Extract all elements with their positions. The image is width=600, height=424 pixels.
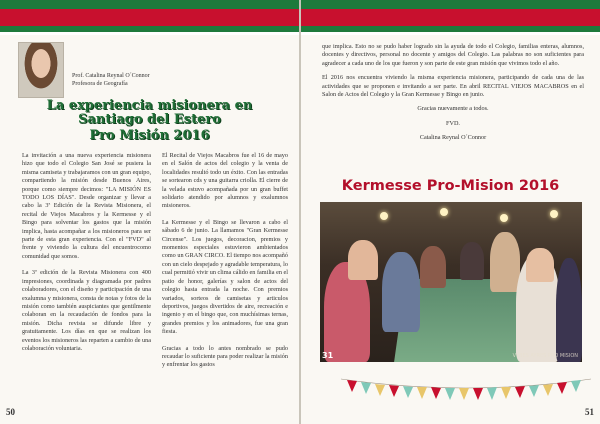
article-title-line2: Santiago del Estero <box>78 112 221 127</box>
right-page <box>301 0 600 424</box>
kermesse-title: Kermesse Pro-Mision 2016 <box>341 178 560 194</box>
photo-person <box>526 248 554 282</box>
kermesse-photo <box>320 202 582 362</box>
right-column <box>322 43 584 149</box>
photo-person <box>490 232 520 292</box>
signature: Catalina Reynal O´Connor <box>419 134 487 142</box>
photo-person <box>556 258 582 362</box>
photo-credit: VYBES AYRES PRO MISION <box>512 353 578 359</box>
photo-person <box>382 252 420 332</box>
light-bulb <box>550 210 558 218</box>
light-bulb <box>380 212 388 220</box>
article-subtitle: Pro Misión 2016 <box>89 128 210 143</box>
top-stripe-white <box>0 32 299 35</box>
paragraph: La 3ª edición de la Revista Misionera con 400 impresiones, coordinada y diagramada por padres colaboradores, con el diseño y participación de una exalumna y misionera, consta de notas y fotos de la misión como también auspiciantes que gentilmente colaboran en la recaudación de fondos para la misión. Dicha revista se difunde libre y gratuitamente. Los días en que se realizan los eventos los misioneros las reparten a cambio de una colaboración voluntaria. <box>22 269 151 352</box>
top-stripe-white <box>301 32 600 35</box>
paragraph: La invitación a una nueva experiencia misionera hizo que todo el Colegio San José se pusiera la misma camiseta y trabajaramos con un gran equipo, compartiendo la misión desde Buenos Aires, porque como siempre decimos: "LA MISIÓN ES TODO LOS DÍAS". Desde organizar y llevar a cabo la 3ª Edición de la Revista Misionera, el recital de Viejos Macabros y la Kermesse y el Bingo para solventar los gastos que la misión implica, hasta acompañar a los misioneros para ser parte de esta gran experiencia. Con el "FVD" al frente y viviendo la cultura del encuentrocomo comunidad que somos. <box>22 152 151 260</box>
paragraph: El 2016 nos encuentra viviendo la misma experiencia misionera, participando de cada una de las actividades que se proponen e invitando a ser parte. En abril RECITAL VIEJOS MACABROS en el Salon de Actos del Colegio y la Gran Kermesse y Bingo en junio. <box>322 74 584 99</box>
left-column-2 <box>162 152 288 378</box>
bunting-decoration <box>341 375 591 405</box>
paragraph: La Kermesse y el Bingo se llevaron a cabo el sábado 6 de junio. La llamamos "Gran Kermesse Circense". Los juegos, decoracion, premios y momentos especiales estuvieron ambientados como un GRAN CIRCO. El tiempo nos acompañó con un cielo despejado y agradable temperatura, lo cual permitió vivir un clima cálido en familia en el patio de honor, galerías y salon de actos del colegio hasta entrada la noche. Con premios variados, sorteos de camisetas y articulos deportivos, juegos divertidos de aire, recreación e ingenio y en el bingo que, con muchísimas ternas, grandes premios y los animadores, fue una gran fiesta. <box>162 218 288 336</box>
light-bulb <box>500 214 508 222</box>
paragraph: El Recital de Viejos Macabros fue el 16 de mayo en el Salón de actos del colegio y la venta de localidades resultó todo un éxito. Con las entradas se sortearon cds y una guitarra criolla. El cierre de la velada estuvo acompañada por un gran buffet solidario atendido por alumnos y exalumnos misioneros. <box>162 152 288 210</box>
top-stripe-green <box>301 0 600 9</box>
article-title-line1: La experiencia misionera en <box>46 98 253 113</box>
top-stripe-green <box>0 0 299 9</box>
paragraph: Gracias a todo lo antes nombrado se pudo recaudar lo suficiente para poder realizar la misión y enfrentar los gastos <box>162 344 288 369</box>
page-number-right: 51 <box>585 407 594 417</box>
photo-person <box>348 240 378 280</box>
author-role: Profesora de Geografía <box>72 81 128 87</box>
light-bulb <box>440 208 448 216</box>
thanks-line: Gracias nuevamente a todos. <box>417 105 489 113</box>
photo-number: 31 <box>322 351 334 360</box>
left-column-1 <box>22 152 151 361</box>
fvd-line: FVD. <box>446 119 460 127</box>
photo-person <box>420 246 446 288</box>
author-photo <box>18 42 64 98</box>
left-page <box>0 0 299 424</box>
top-stripe-red <box>0 9 299 26</box>
page-number-left: 50 <box>6 407 15 417</box>
photo-person <box>460 242 484 280</box>
author-name: Prof. Catalina Reynal O´Connor <box>72 73 150 79</box>
paragraph: que implica. Esto no se pudo haber logrado sin la ayuda de todo el Colegio, familias enteras, alumnos, docentes y directivos, personal no docente y amigos del Colegio. Las palabras no son suficientes para agradecer a cada uno de los que fueron y son parte de este gran misión que vivimos todo el año. <box>322 43 584 67</box>
top-stripe-red <box>301 9 600 26</box>
author-info <box>72 72 150 88</box>
